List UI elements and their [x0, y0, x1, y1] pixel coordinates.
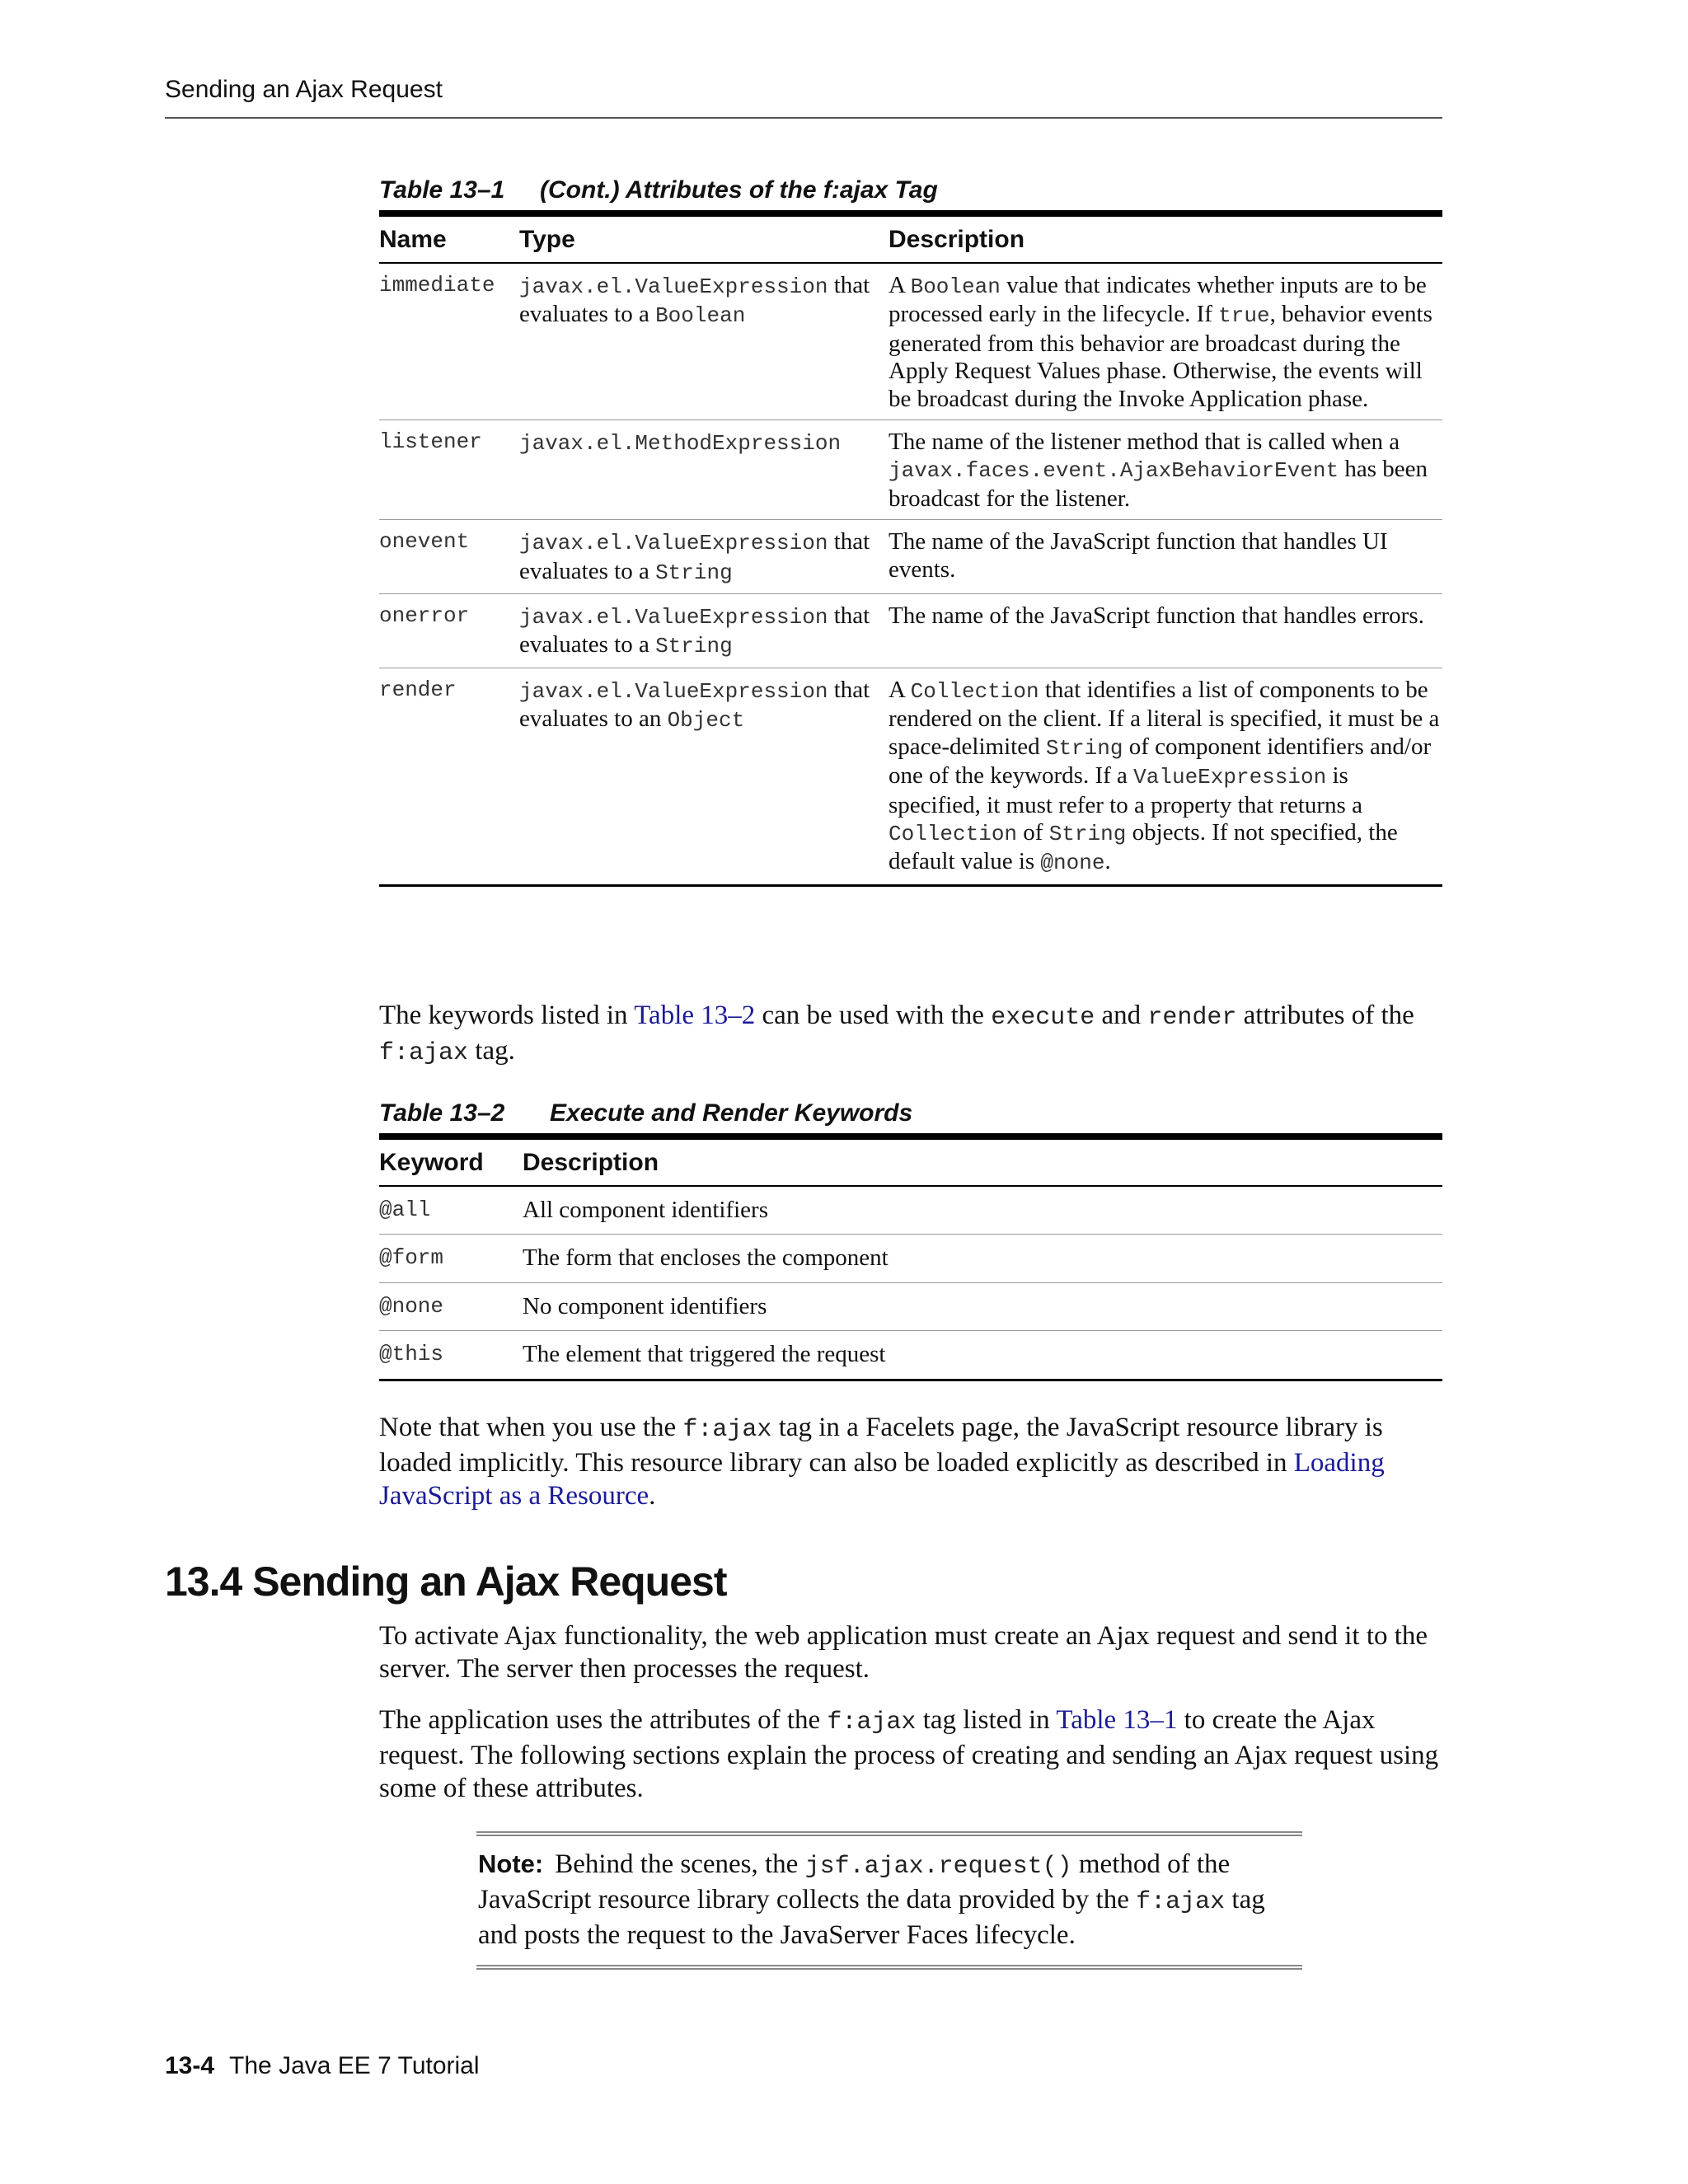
text-run: method of the JavaScript resource library collects the data provided by the: [478, 1849, 1231, 1915]
text-run: tag.: [468, 1036, 515, 1066]
keyword: @all: [379, 1197, 431, 1222]
inline-code: f:ajax: [827, 1708, 917, 1736]
inline-code: execute: [991, 1004, 1095, 1032]
inline-code: Boolean: [910, 274, 1001, 299]
text-run: that evaluates to an: [519, 676, 870, 733]
inline-code: javax.el.ValueExpression: [519, 531, 828, 556]
cross-reference-link[interactable]: Table 13–1: [1056, 1705, 1178, 1735]
text-run: The name of the JavaScript function that handles errors.: [889, 602, 1424, 630]
keyword-description: All component identifiers: [523, 1197, 768, 1223]
cross-reference-link[interactable]: Loading JavaScript as a Resource: [379, 1448, 1385, 1511]
paragraph-note-library: [379, 1411, 1442, 1512]
text-run: has been broadcast for the listener.: [889, 456, 1428, 512]
attribute-description: [889, 272, 1442, 413]
page-number: 13-4: [165, 2052, 215, 2079]
keyword: @this: [379, 1342, 444, 1367]
table-caption-title: Execute and Render Keywords: [550, 1099, 913, 1127]
table-row: [379, 1283, 1442, 1331]
attribute-name: immediate: [379, 273, 495, 298]
text-run: objects. If not specified, the default value is: [889, 818, 1398, 875]
keyword-description: No component identifiers: [523, 1292, 767, 1319]
column-header-keyword: Keyword: [379, 1149, 484, 1176]
table-header-row: [379, 1140, 1442, 1187]
text-run: , behavior events generated from this behavior are broadcast during the Apply Request Values phase. Otherwise, the events will be broadcast during the Invoke Application phase.: [889, 301, 1432, 412]
paragraph-keywords: [379, 999, 1442, 1070]
table-row: [379, 420, 1442, 520]
table-body: [379, 1187, 1442, 1379]
text-run: that evaluates to a: [519, 528, 870, 584]
attribute-name: onerror: [379, 603, 470, 629]
attribute-name: render: [379, 677, 457, 702]
table-caption-label: Table 13–1: [379, 176, 505, 204]
table-caption-label: Table 13–2: [379, 1099, 505, 1127]
text-run: of: [1017, 818, 1049, 846]
text-run: Behind the scenes, the: [555, 1849, 805, 1879]
paragraph-attributes: [379, 1704, 1442, 1805]
paragraph-activate: [379, 1619, 1442, 1685]
table-body: [379, 264, 1442, 884]
attribute-type: [519, 602, 889, 661]
attribute-description: [889, 602, 1442, 661]
inline-code: String: [655, 634, 733, 659]
text-run: can be used with the: [755, 1001, 992, 1030]
text-run: The application uses the attributes of the: [379, 1705, 828, 1735]
text-run: and: [1095, 1001, 1148, 1030]
keyword-description: The form that encloses the component: [523, 1244, 889, 1272]
inline-code: Collection: [910, 678, 1039, 704]
table-row: [379, 594, 1442, 668]
table-caption: [379, 1094, 1442, 1133]
inline-code: String: [655, 560, 733, 585]
table-row: [379, 1331, 1442, 1378]
inline-code: javax.el.ValueExpression: [519, 678, 828, 704]
text-run: tag and posts the request to the JavaServer Faces lifecycle.: [478, 1885, 1265, 1950]
inline-code: javax.el.ValueExpression: [519, 274, 828, 299]
inline-code: render: [1147, 1004, 1237, 1032]
cross-reference-link[interactable]: Table 13–2: [634, 1001, 756, 1030]
inline-code: String: [1045, 735, 1123, 761]
inline-code: javax.el.ValueExpression: [519, 605, 828, 630]
text-run: attributes of the: [1236, 1001, 1414, 1030]
note-label: Note:: [478, 1849, 544, 1878]
text-run: that evaluates to a: [519, 272, 870, 328]
text-run: The keywords listed in: [379, 1001, 635, 1030]
running-header-title: Sending an Ajax Request: [165, 76, 443, 103]
attribute-type: [519, 677, 889, 878]
keyword: @none: [379, 1293, 444, 1319]
keyword: @form: [379, 1245, 444, 1271]
paragraph-text: [379, 1411, 1442, 1512]
keywords-table: [379, 1133, 1442, 1381]
note-text: [478, 1849, 1265, 1950]
paragraph-text: [379, 1704, 1442, 1805]
attribute-type: [519, 528, 889, 587]
text-run: To activate Ajax functionality, the web application must create an Ajax request and send it to the server. The server then processes the request.: [379, 1621, 1428, 1684]
keyword-description: The element that triggered the request: [523, 1341, 886, 1368]
attribute-type: [519, 429, 889, 513]
attribute-description: [889, 677, 1442, 878]
column-header-name: Name: [379, 226, 447, 253]
text-run: that evaluates to a: [519, 602, 870, 658]
text-run: that identifies a list of components to be rendered on the client. If a literal is specified, it must be a space-delimited: [889, 676, 1440, 760]
text-run: The name of the listener method that is called when a: [889, 429, 1400, 456]
inline-code: ValueExpression: [1133, 765, 1327, 790]
table-13-1-block: [379, 171, 1442, 887]
text-run: tag listed in: [916, 1705, 1057, 1735]
inline-code: f:ajax: [379, 1039, 469, 1067]
text-run: tag in a Facelets page, the JavaScript resource library is loaded implicitly. This resource library can also be loaded explicitly as described in: [379, 1413, 1383, 1478]
text-run: .: [649, 1481, 656, 1511]
paragraph-text: [379, 999, 1442, 1070]
inline-code: jsf.ajax.request(): [804, 1853, 1072, 1881]
table-header-row: [379, 217, 1442, 264]
attribute-description: [889, 528, 1442, 587]
table-row: [379, 1187, 1442, 1235]
book-title: The Java EE 7 Tutorial: [229, 2052, 480, 2079]
paragraph-text: [379, 1619, 1442, 1685]
text-run: to create the Ajax request. The following sections explain the process of creating and sending an Ajax request using some of these attributes.: [379, 1705, 1439, 1803]
table-13-2-block: [379, 1094, 1442, 1381]
attribute-name: listener: [379, 429, 482, 455]
text-run: A: [889, 272, 911, 298]
page-footer: [165, 2052, 480, 2080]
text-run: is specified, it must refer to a property that returns a: [889, 762, 1362, 818]
note-box: [476, 1831, 1302, 1970]
inline-code: f:ajax: [682, 1416, 772, 1444]
inline-code: javax.el.MethodExpression: [519, 431, 842, 457]
inline-code: javax.faces.event.AjaxBehaviorEvent: [889, 458, 1339, 484]
inline-code: true: [1218, 303, 1270, 329]
text-run: Note that when you use the: [379, 1413, 683, 1442]
text-run: value that indicates whether inputs are to be processed early in the lifecycle. If: [889, 272, 1427, 328]
inline-code: Collection: [889, 821, 1018, 846]
attribute-description: [889, 429, 1442, 513]
table-caption: [379, 171, 1442, 210]
attribute-name: onevent: [379, 529, 470, 555]
inline-code: @none: [1040, 851, 1105, 876]
inline-code: Boolean: [655, 303, 746, 329]
section-title: 13.4 Sending an Ajax Request: [165, 1558, 727, 1605]
inline-code: String: [1048, 821, 1127, 846]
attribute-type: [519, 272, 889, 413]
inline-code: Object: [667, 708, 745, 733]
text-run: The name of the JavaScript function that handles UI events.: [889, 528, 1388, 583]
attributes-table: [379, 210, 1442, 887]
text-run: A: [889, 676, 911, 703]
table-row: [379, 264, 1442, 420]
column-header-description: Description: [889, 226, 1025, 253]
text-run: of component identifiers and/or one of the keywords. If a: [889, 733, 1432, 790]
inline-code: f:ajax: [1136, 1888, 1226, 1916]
text-run: .: [1104, 848, 1111, 875]
table-row: [379, 520, 1442, 594]
running-header: [165, 76, 1442, 119]
table-caption-title: (Cont.) Attributes of the f:ajax Tag: [540, 176, 938, 204]
column-header-type: Type: [519, 226, 575, 253]
column-header-description: Description: [523, 1149, 659, 1176]
table-row: [379, 1235, 1442, 1282]
table-row: [379, 668, 1442, 884]
